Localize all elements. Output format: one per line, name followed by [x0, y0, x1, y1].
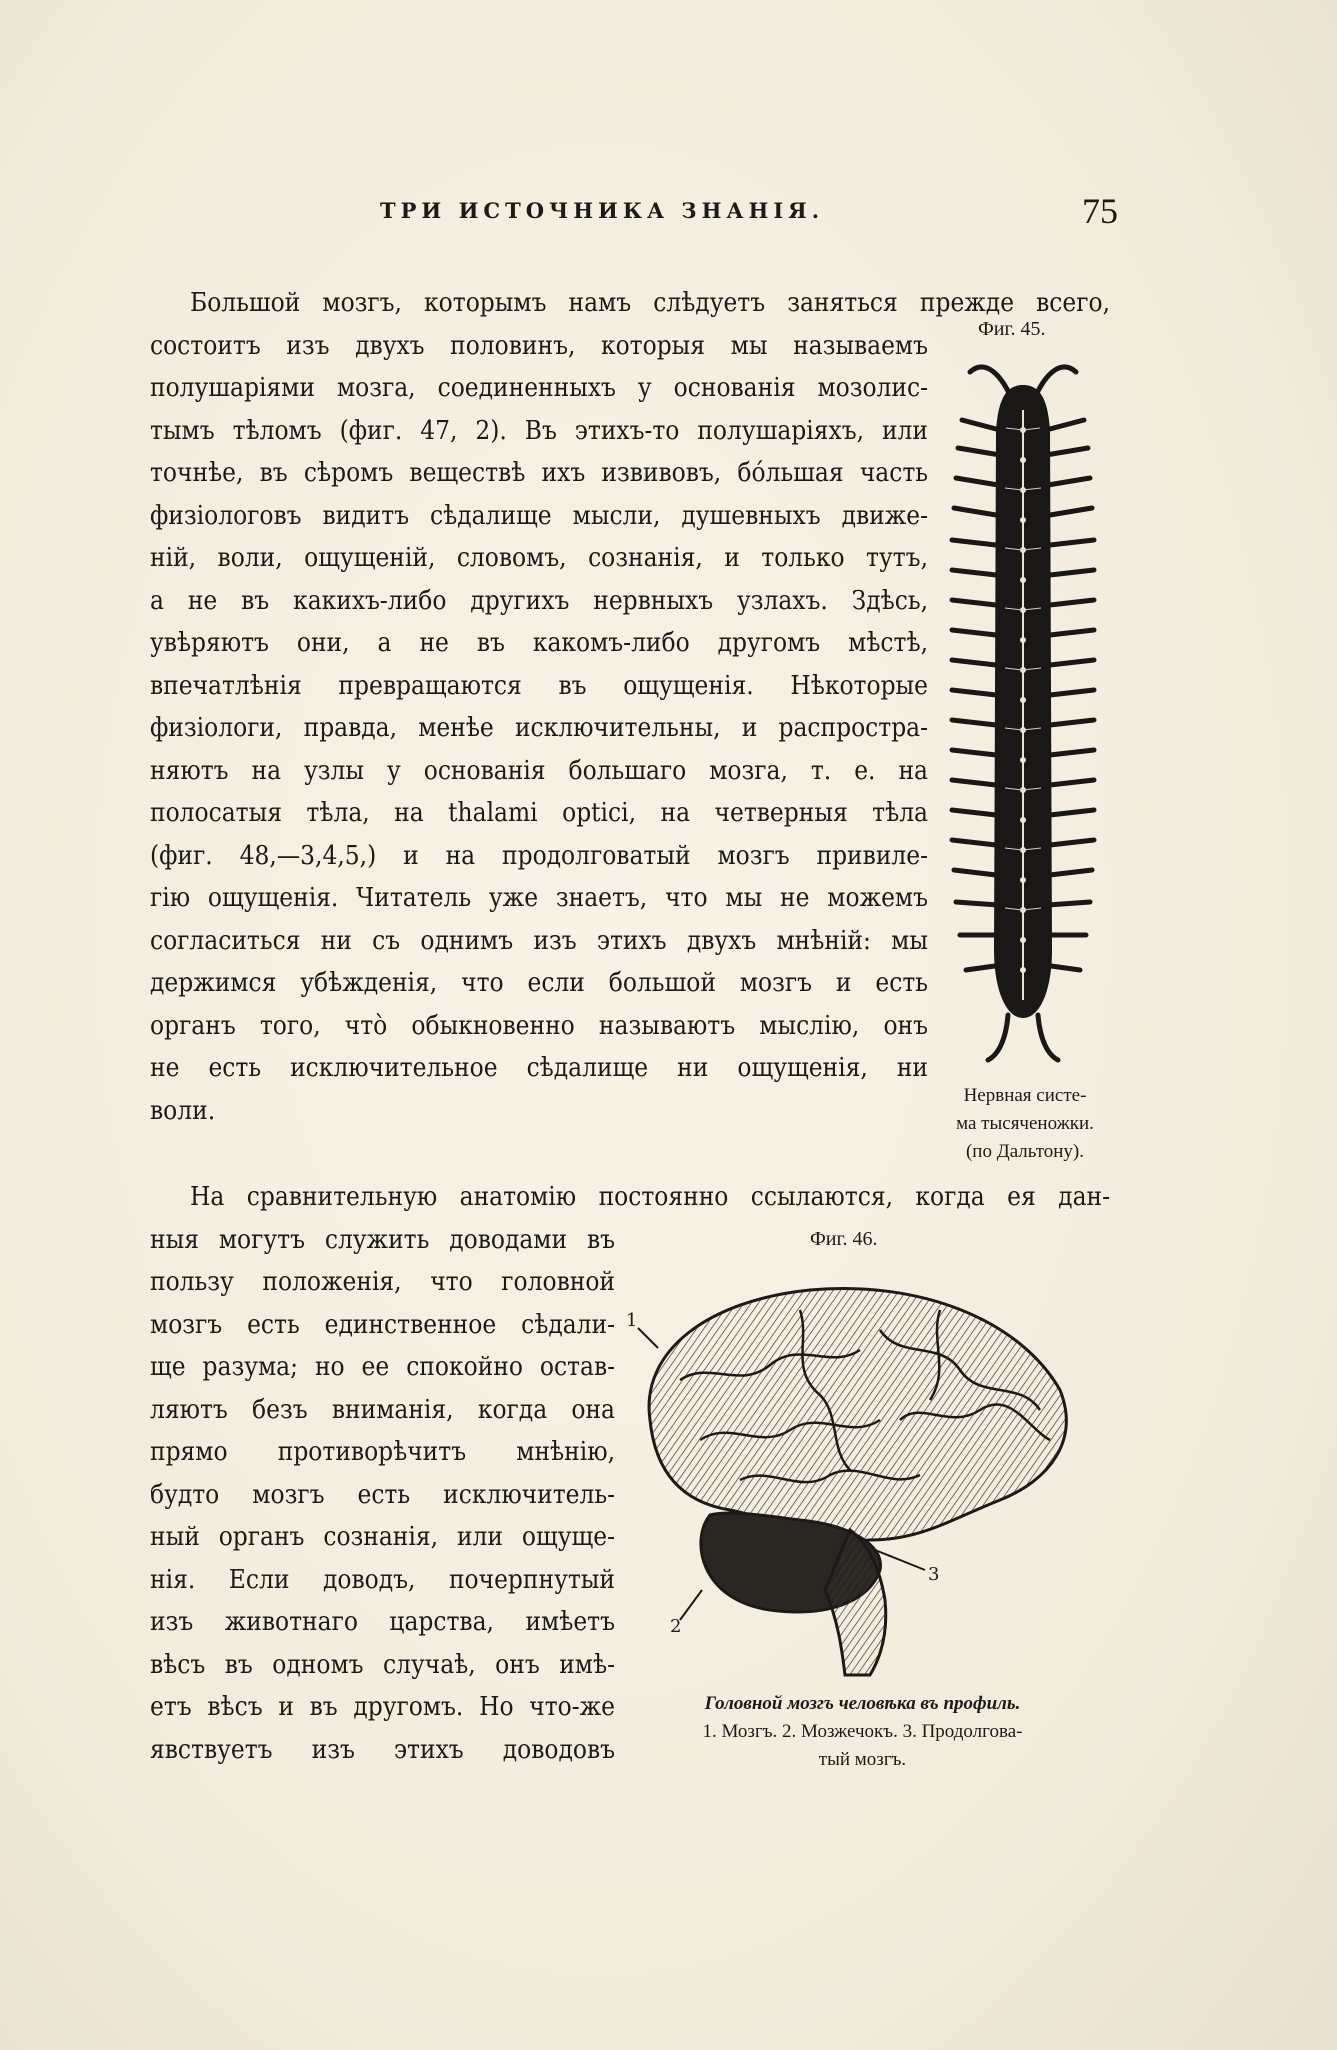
text-line: етъ вѣсъ и въ другомъ. Но что-же	[150, 1692, 615, 1722]
brain-marker-2: 2	[670, 1616, 682, 1637]
figure-46-caption-title: Головной мозгъ человѣка въ профиль.	[704, 1693, 1021, 1714]
text-line: ный органъ сознанія, или ощуще-	[150, 1522, 615, 1552]
running-head: ТРИ ИСТОЧНИКА ЗНАНІЯ.	[380, 198, 825, 223]
figure-45-caption-line: (по Дальтону).	[965, 1141, 1085, 1162]
text-line: няютъ на узлы у основанія большаго мозга, т. е. на	[150, 755, 928, 786]
text-line: полушаріями мозга, соединенныхъ у основанія мозолис-	[150, 373, 928, 403]
text-line: На сравнительную анатомію постоянно ссылаются, когда ея дан-	[190, 1182, 1110, 1212]
text-line: прямо противорѣчитъ мнѣнію,	[150, 1437, 615, 1467]
figure-46-brain-illustration	[620, 1270, 1090, 1680]
figure-46-caption-legend: 1. Мозгъ. 2. Мозжечокъ. 3. Продолгова-	[702, 1721, 1023, 1742]
text-line: полосатыя тѣла, на thalami opticі, на четверныя тѣла	[150, 798, 928, 828]
text-line: согласиться ни съ однимъ изъ этихъ двухъ мнѣній: мы	[150, 925, 928, 956]
figure-45-label: Фиг. 45.	[978, 318, 1046, 340]
figure-46-caption	[625, 1690, 1100, 1774]
text-line: гію ощущенія. Читатель уже знаетъ, что мы не можемъ	[150, 883, 928, 913]
text-line: вѣсъ въ одномъ случаѣ, онъ имѣ-	[150, 1649, 615, 1680]
text-line: будто мозгъ есть исключитель-	[150, 1479, 615, 1510]
brain-marker-1: 1	[626, 1310, 638, 1331]
text-line: а не въ какихъ-либо другихъ нервныхъ узлахъ. Здѣсь,	[150, 585, 928, 616]
text-line: изъ животнаго царства, имѣетъ	[150, 1607, 615, 1637]
text-line: ще разума; но ее спокойно остав-	[150, 1352, 615, 1382]
text-line: явствуетъ изъ этихъ доводовъ	[150, 1734, 615, 1765]
text-line: состоитъ изъ двухъ половинъ, которыя мы называемъ	[150, 330, 928, 361]
text-line: ній, воли, ощущеній, словомъ, сознанія, и только тутъ,	[150, 543, 928, 573]
text-line: не есть исключительное сѣдалище ни ощущенія, ни	[150, 1053, 928, 1083]
text-line: физіологовъ видитъ сѣдалище мысли, душевныхъ движе-	[150, 500, 928, 531]
paragraph-1	[150, 282, 1110, 1132]
text-line: Большой мозгъ, которымъ намъ слѣдуетъ заняться прежде всего,	[190, 288, 1110, 318]
text-line: пользу положенія, что головной	[150, 1267, 615, 1297]
figure-46-label: Фиг. 46.	[810, 1228, 878, 1250]
page-number: 75	[1082, 191, 1118, 231]
figure-46-caption-legend-end: тый мозгъ.	[818, 1749, 907, 1770]
text-line: точнѣе, въ сѣромъ веществѣ ихъ извивовъ, бóльшая часть	[150, 458, 928, 488]
text-line: нія. Если доводъ, почерпнутый	[150, 1564, 615, 1595]
text-line: воли.	[150, 1095, 216, 1126]
figure-45-caption-line: ма тысяченожки.	[956, 1113, 1094, 1134]
text-line: тымъ тѣломъ (фиг. 47, 2). Въ этихъ-то полушаріяхъ, или	[150, 415, 928, 446]
text-line: (фиг. 48,—3,4,5,) и на продолговатый мозгъ привиле-	[150, 840, 928, 871]
text-line: впечатлѣнія превращаются въ ощущенія. Нѣкоторые	[150, 670, 928, 701]
text-line: физіологи, правда, менѣе исключительны, и распростра-	[150, 713, 928, 743]
text-line: ляютъ безъ вниманія, когда она	[150, 1394, 615, 1425]
text-line: органъ того, чтò обыкновенно называютъ мыслію, онъ	[150, 1010, 928, 1041]
text-line: мозгъ есть единственное сѣдали-	[150, 1309, 615, 1340]
text-line: держимся убѣжденія, что если большой мозгъ и есть	[150, 968, 928, 998]
brain-marker-3: 3	[928, 1564, 940, 1585]
figure-45-caption-line: Нервная систе-	[963, 1085, 1087, 1106]
text-line: увѣряютъ они, а не въ какомъ-либо другомъ мѣстѣ,	[150, 628, 928, 658]
text-line: ныя могутъ служить доводами въ	[150, 1224, 615, 1255]
